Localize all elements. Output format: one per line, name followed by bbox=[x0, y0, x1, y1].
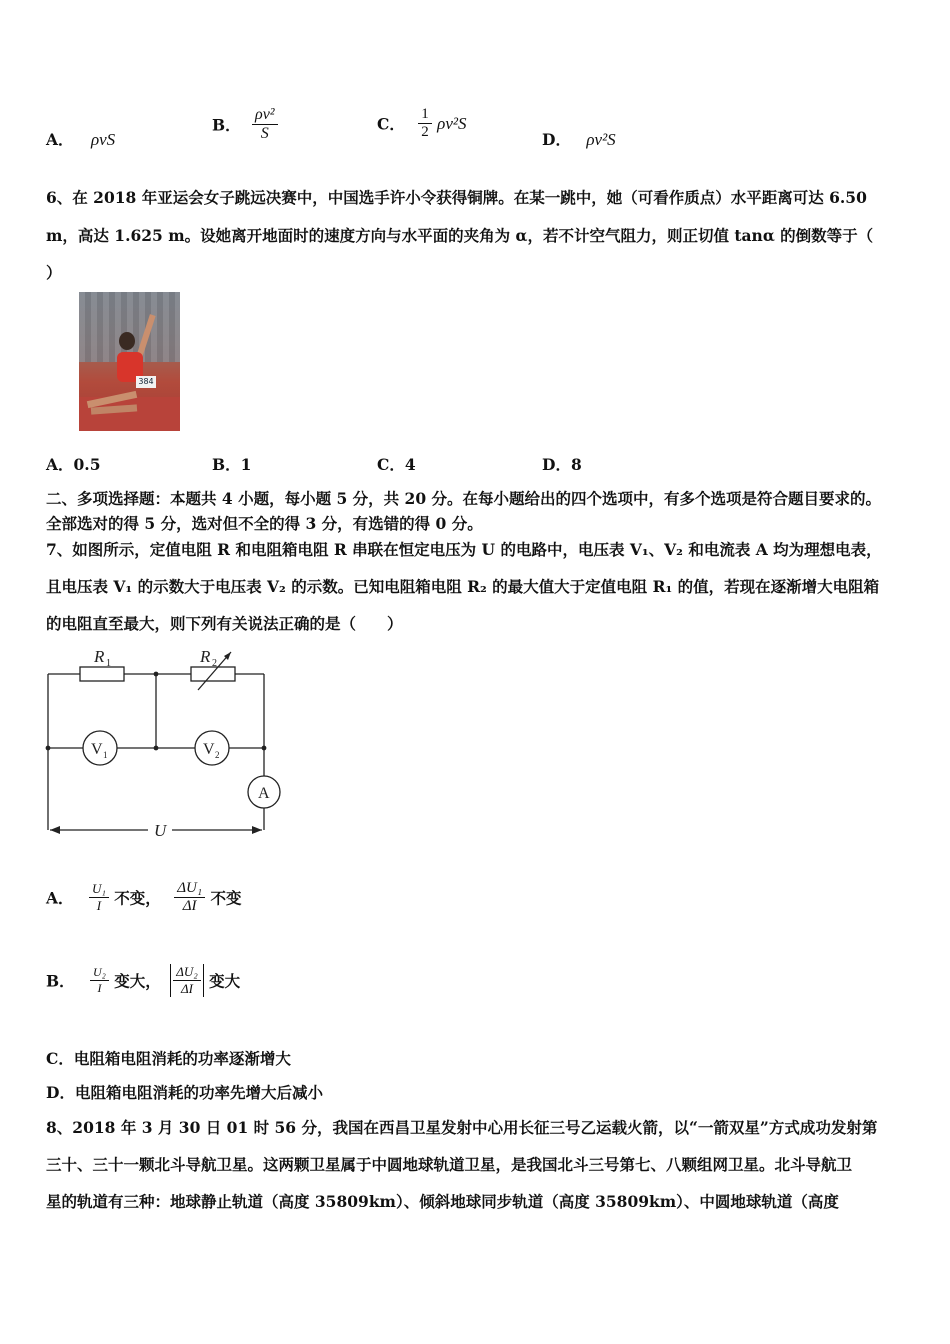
q7-option-b bbox=[46, 964, 240, 997]
q5-option-c-label: C． bbox=[377, 114, 405, 134]
q7-option-b-abs bbox=[170, 964, 204, 997]
q5-option-a-label: A． bbox=[46, 130, 74, 149]
q6-stem-line-2: m，高达 1.625 m。设她离开地面时的速度方向与水平面的夹角为 α，若不计空气阻力，则正切值 tanα 的倒数等于（ bbox=[46, 226, 874, 245]
q7-option-b-text-2: 变大 bbox=[209, 971, 241, 991]
svg-text:2: 2 bbox=[212, 658, 217, 669]
svg-text:1: 1 bbox=[106, 658, 111, 669]
q7-option-b-fraction-2: $\frac{\text{ΔU₂}}{\Delta I}$ bbox=[173, 964, 201, 997]
q7-stem-line-1: 7、如图所示，定值电阻 R 和电阻箱电阻 R 串联在恒定电压为 U 的电路中，电压表 V₁、V₂ 和电流表 A 均为理想电表， bbox=[46, 540, 882, 559]
athlete-bib-number: 384 bbox=[136, 376, 156, 388]
section2-heading-line-1: 二、多项选择题：本题共 4 小题，每小题 5 分，共 20 分。在每小题给出的四个选项中，有多个选项是符合题目要求的。 bbox=[46, 489, 882, 508]
q6-option-a: A．0.5 bbox=[46, 455, 101, 474]
svg-text:2: 2 bbox=[215, 750, 220, 760]
q7-option-d: D．电阻箱电阻消耗的功率先增大后减小 bbox=[46, 1083, 323, 1102]
q7-stem-line-3: 的电阻直至最大，则下列有关说法正确的是（ ） bbox=[46, 614, 403, 633]
circuit-diagram bbox=[40, 640, 300, 850]
q5-option-b-label: B． bbox=[212, 115, 241, 135]
long-jump-photo bbox=[79, 292, 180, 431]
q5-option-b bbox=[212, 106, 278, 143]
q7-option-b-text-1: 变大， bbox=[114, 971, 161, 991]
q7-option-a-label: A． bbox=[46, 888, 74, 908]
q7-option-c: C．电阻箱电阻消耗的功率逐渐增大 bbox=[46, 1049, 291, 1068]
q5-option-c bbox=[377, 106, 466, 141]
q8-stem-line-2: 三十、三十一颗北斗导航卫星。这两颗卫星属于中圆地球轨道卫星，是我国北斗三号第七、八颗组网卫星。北斗导航卫 bbox=[46, 1155, 853, 1174]
section2-heading-line-2: 全部选对的得 5 分，选对但不全的得 3 分，有选错的得 0 分。 bbox=[46, 514, 483, 533]
q7-option-a-fraction-2: $\frac{\text{ΔU₁}}{\Delta I}$ bbox=[174, 880, 205, 915]
q7-option-a bbox=[46, 880, 241, 915]
q5-option-b-fraction: $\frac{\text{ρv²}}{S}$ bbox=[252, 106, 278, 143]
q5-option-d-label: D． bbox=[542, 130, 571, 149]
q5-option-d bbox=[542, 128, 616, 150]
q5-option-c-expr: ρv²S bbox=[437, 114, 467, 133]
q6-stem-line-1: 6、在 2018 年亚运会女子跳远决赛中，中国选手许小令获得铜牌。在某一跳中，她（可看作质点）水平距离可达 6.50 bbox=[46, 188, 867, 207]
q7-option-a-text-1: 不变， bbox=[114, 888, 161, 908]
q5-option-d-expr: ρv²S bbox=[586, 130, 616, 149]
q7-option-a-fraction-1: $\frac{\text{U₁}}{I}$ bbox=[89, 881, 109, 914]
svg-text:1: 1 bbox=[103, 750, 108, 760]
q7-stem-line-2: 且电压表 V₁ 的示数大于电压表 V₂ 的示数。已知电阻箱电阻 R₂ 的最大值大于定值电阻 R₁ 的值，若现在逐渐增大电阻箱 bbox=[46, 577, 880, 596]
q5-option-c-fraction: $\frac{1}{2}$ bbox=[418, 106, 432, 141]
label-r1: R bbox=[94, 647, 105, 666]
q5-option-a bbox=[46, 128, 115, 150]
label-r2: R bbox=[200, 647, 211, 666]
q7-option-a-text-2: 不变 bbox=[210, 888, 242, 908]
resistor-r1 bbox=[80, 667, 124, 681]
label-v1: V bbox=[91, 741, 103, 758]
q6-option-c: C．4 bbox=[377, 455, 416, 474]
resistor-box-r2 bbox=[191, 667, 235, 681]
q5-option-a-expr: ρvS bbox=[90, 130, 116, 149]
q7-option-b-label: B． bbox=[46, 971, 75, 991]
q8-stem-line-1: 8、2018 年 3 月 30 日 01 时 56 分，我国在西昌卫星发射中心用长征三号乙运载火箭，以“一箭双星”方式成功发射第 bbox=[46, 1118, 878, 1137]
label-u: U bbox=[154, 821, 167, 840]
q6-stem-line-3: ） bbox=[46, 263, 62, 282]
label-a: A bbox=[258, 785, 270, 802]
label-v2: V bbox=[203, 741, 215, 758]
q7-option-b-fraction-1: $\frac{\text{U₂}}{I}$ bbox=[90, 965, 109, 996]
q6-option-b: B．1 bbox=[212, 455, 252, 474]
q6-option-d: D．8 bbox=[542, 455, 582, 474]
q8-stem-line-3: 星的轨道有三种：地球静止轨道（高度 35809km）、倾斜地球同步轨道（高度 35809km）、中圆地球轨道（高度 bbox=[46, 1192, 839, 1211]
